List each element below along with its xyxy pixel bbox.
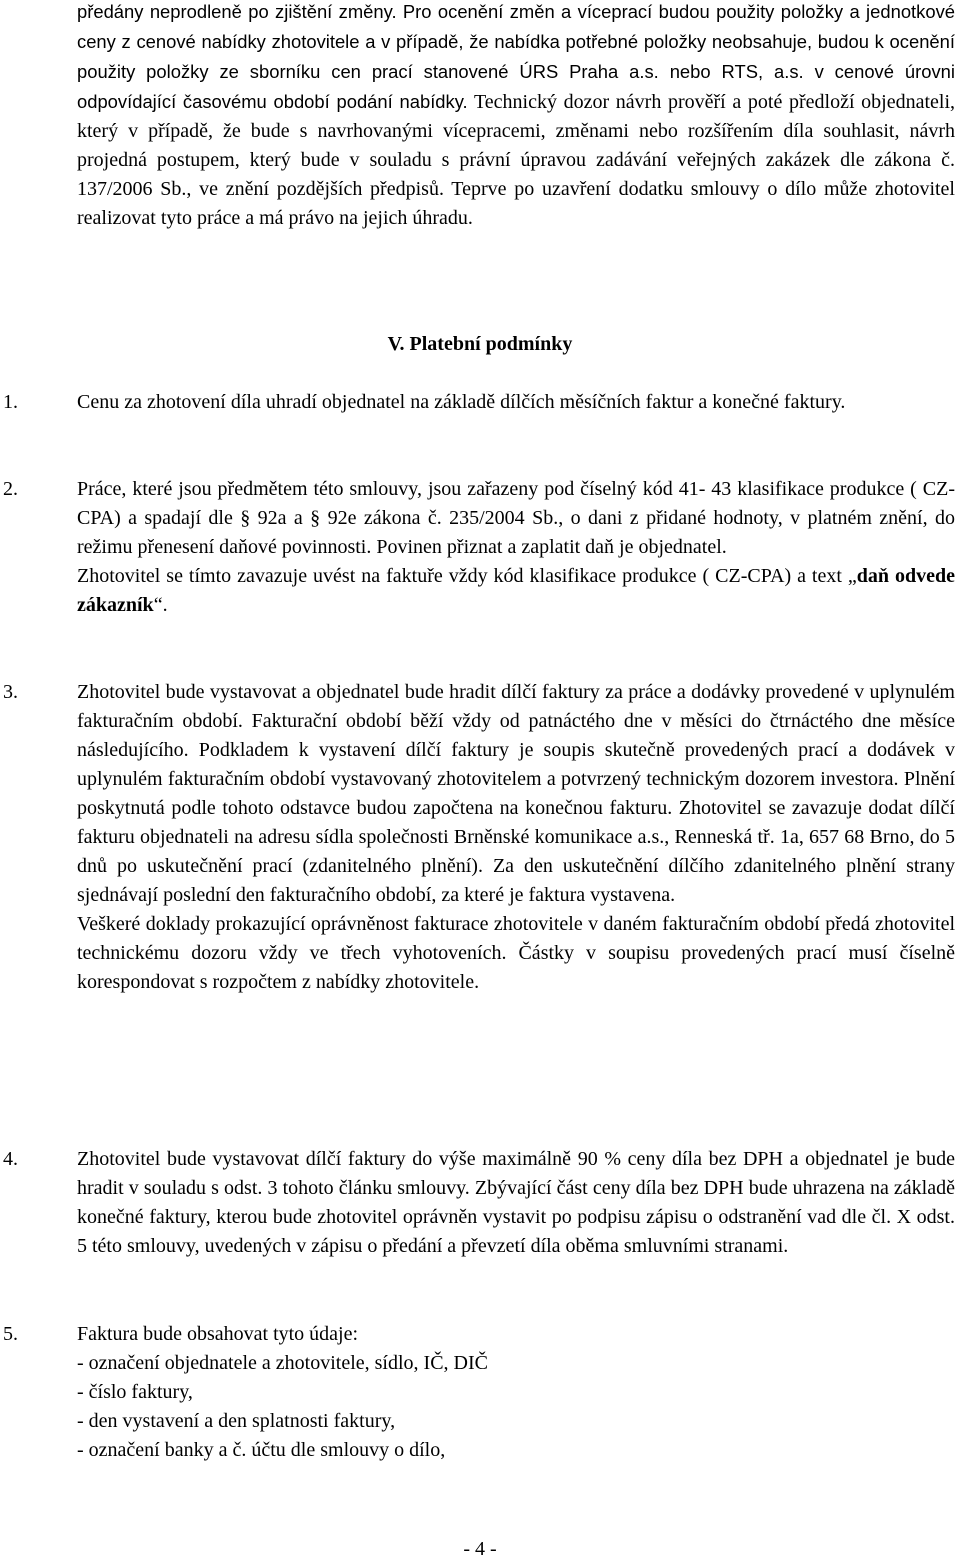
item-paragraph: Zhotovitel bude vystavovat a objednatel bude hradit dílčí faktury za práce a dodávky provedené v uplynulém fakturačním období. Fakturační období běží vždy od patnáctého dne v měsíci do čtrnáctého dne měsíce následujícího. Podkladem k vystavení dílčí faktury je soupis skutečně provedených prací a dodávek v uplynulém fakturačním období vystavovaný zhotovitelem a potvrzený technickým dozorem investora. Plnění poskytnutá podle tohoto odstavce budou započtena na konečnou fakturu. Zhotovitel se zavazuje dodat dílčí fakturu objednateli na adresu sídla společnosti Brněnské komunikace a.s., Renneská tř. 1a, 657 68 Brno, do 5 dnů po uskutečnění prací (zdanitelného plnění). Za den uskutečnění dílčího zdanitelného plnění strany sjednávají poslední den fakturačního období, za které je faktura vystavena. <box>77 681 955 906</box>
item-text <box>77 678 955 997</box>
page-number: - 4 - <box>463 1538 497 1560</box>
paragraph-sans-part: předány neprodleně po zjištění změny. Pro ocenění změn a víceprací budou použity položky a jednotkové ceny z cenové nabídky zhotovitele a v případě, že nabídka potřebné položky neobsahuje, budou k ocenění použity položky ze sborníku cen prací stanovené ÚRS Praha a.s. nebo RTS, a.s. v cenové úrovni odpovídající časovému období podání nabídky. <box>77 1 955 112</box>
bold-phrase: daň odvede zákazník <box>77 565 956 616</box>
item-number: 1. <box>3 391 18 413</box>
invoice-field-3: - den vystavení a den splatnosti faktury, <box>77 1410 396 1432</box>
item-text <box>77 1145 955 1261</box>
item-number: 2. <box>3 478 18 500</box>
item-text <box>77 475 955 620</box>
item-paragraph: Faktura bude obsahovat tyto údaje: <box>77 1323 359 1345</box>
invoice-field-1: - označení objednatele a zhotovitele, sídlo, IČ, DIČ <box>77 1352 488 1374</box>
invoice-field-4: - označení banky a č. účtu dle smlouvy o dílo, <box>77 1439 446 1461</box>
item-text <box>77 388 955 417</box>
item-paragraph: Zhotovitel bude vystavovat dílčí faktury do výše maximálně 90 % ceny díla bez DPH a objednatel je bude hradit v souladu s odst. 3 tohoto článku smlouvy. Zbývající část ceny díla bez DPH bude uhrazena na základě konečné faktury, kterou bude zhotovitel oprávněn vystavit po podpisu zápisu o odstranění vad dle čl. X odst. 5 této smlouvy, uvedených v zápisu o předání a převzetí díla oběma smluvními stranami. <box>77 1148 955 1257</box>
item-paragraph: Práce, které jsou předmětem této smlouvy, jsou zařazeny pod číselný kód 41- 43 klasifikace produkce ( CZ-CPA) a spadají dle § 92a a § 92e zákona č. 235/2004 Sb., o dani z přidané hodnoty, v platném znění, do režimu přenesení daňové povinnosti. Povinen přiznat a zaplatit daň je objednatel. <box>77 478 955 558</box>
item-paragraph: Cenu za zhotovení díla uhradí objednatel na základě dílčích měsíčních faktur a konečné faktury. <box>77 391 846 413</box>
continued-paragraph <box>77 0 955 233</box>
item-number: 3. <box>3 681 18 703</box>
item-paragraph-2: Veškeré doklady prokazující oprávněnost fakturace zhotovitele v daném fakturačním období předá zhotovitel technickému dozoru vždy ve třech vyhotoveních. Částky v soupisu provedených prací musí číselně korespondovat s rozpočtem z nabídky zhotovitele. <box>77 913 955 993</box>
item-paragraph-2: Zhotovitel se tímto zavazuje uvést na faktuře vždy kód klasifikace produkce ( CZ-CPA) a text „daň odvede zákazník“. <box>77 565 956 616</box>
item-number: 5. <box>3 1323 18 1345</box>
section-heading: V. Platební podmínky <box>387 333 573 355</box>
item-number: 4. <box>3 1148 18 1170</box>
item-text <box>77 1320 955 1465</box>
invoice-field-2: - číslo faktury, <box>77 1381 193 1403</box>
paragraph-serif-part: Technický dozor návrh prověří a poté předloží objednateli, který v případě, že bude s navrhovanými vícepracemi, změnami nebo rozšířením díla souhlasit, návrh projedná postupem, který bude v souladu s právní úpravou zadávání veřejných zakázek dle zákona č. 137/2006 Sb., ve znění pozdějších předpisů. Teprve po uzavření dodatku smlouvy o dílo může zhotovitel realizovat tyto práce a má právo na jejich úhradu. <box>77 91 956 229</box>
